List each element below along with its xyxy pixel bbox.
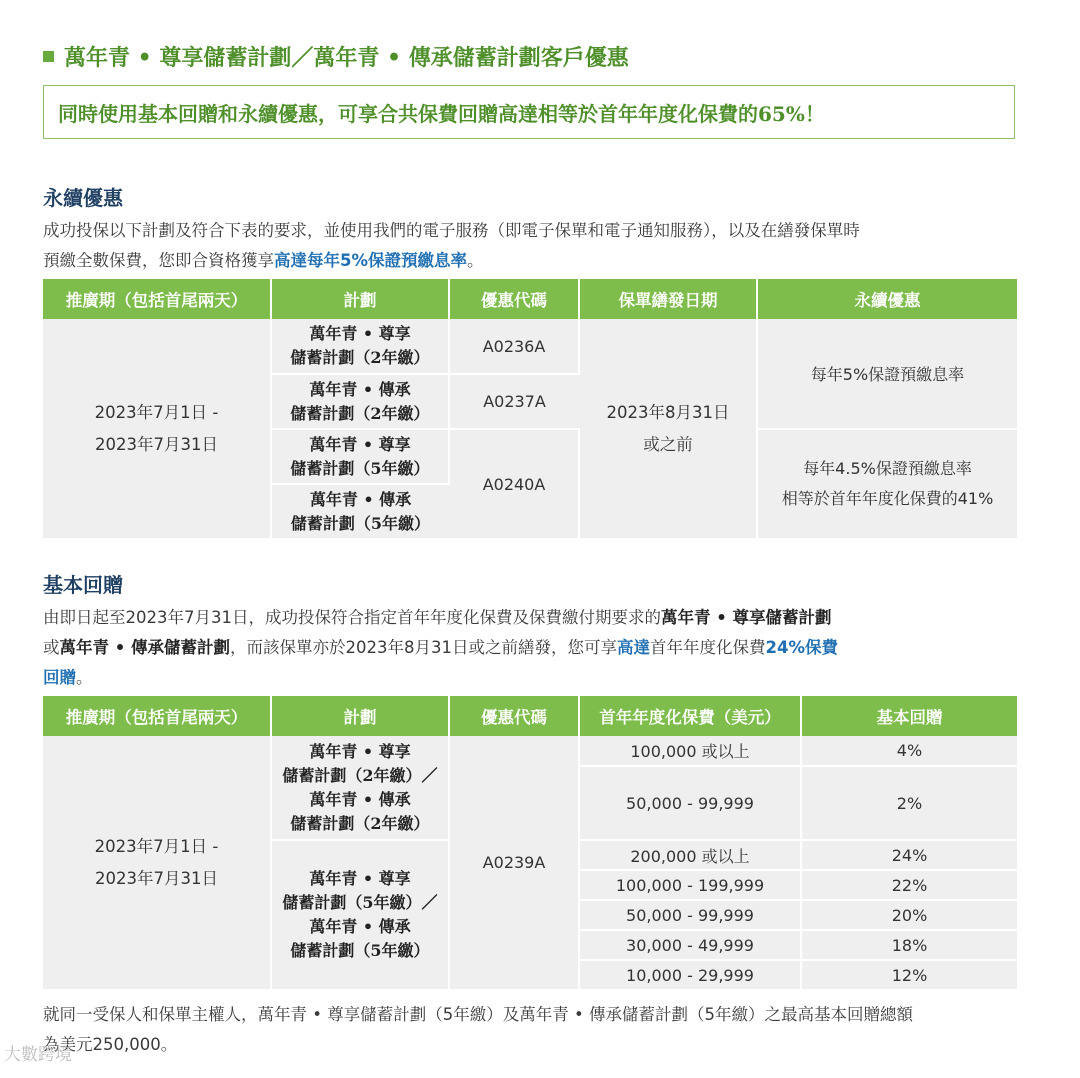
- basic-rebate-table: [43, 696, 1017, 991]
- plan-name: 萬年青 • 傳承: [309, 379, 411, 399]
- header-period: 推廣期（包括首尾兩天）: [43, 279, 271, 319]
- plan-term: 儲蓄計劃（5年繳）: [290, 458, 430, 478]
- header-plan: 計劃: [271, 696, 449, 736]
- premium-cell: 200,000 或以上: [579, 840, 801, 870]
- premium-cell: 100,000 - 199,999: [579, 870, 801, 900]
- basic-desc-line2: [43, 633, 1017, 663]
- basic-desc-text: ，而該保單亦於2023年8月31日或之前繕發，您可享: [230, 638, 618, 657]
- benefit-cell: [757, 429, 1017, 539]
- benefit-text: 每年4.5%保證預繳息率: [803, 459, 972, 478]
- code-cell: A0239A: [449, 736, 579, 990]
- plan-name: 萬年青 • 傳承: [309, 789, 411, 809]
- basic-desc-text: 首年年度化保費: [650, 638, 766, 657]
- promo-period-cell: [43, 319, 271, 539]
- header-period: 推廣期（包括首尾兩天）: [43, 696, 271, 736]
- highlight-banner: [43, 85, 1015, 139]
- plan-name-bold: 萬年青 • 傳承儲蓄計劃: [59, 638, 231, 657]
- plan-name-bold: 萬年青 • 尊享儲蓄計劃: [661, 608, 832, 627]
- period-end: 2023年7月31日: [95, 868, 218, 888]
- plan-name: 萬年青 • 尊享: [309, 434, 411, 454]
- basic-highlight: 高達: [617, 638, 651, 657]
- plan-cell: [271, 319, 449, 374]
- watermark: 大數跨境: [4, 1045, 72, 1065]
- benefit-text: 每年5%保證預繳息率: [810, 365, 965, 384]
- banner-text: 同時使用基本回贈和永續優惠，可享合共保費回贈高達相等於首年年度化保費的65%！: [58, 101, 825, 126]
- code-cell: A0236A: [449, 319, 579, 374]
- perpetual-description: [43, 216, 1017, 276]
- basic-description: [43, 603, 1017, 693]
- footnote-line1: 就同一受保人和保單主權人，萬年青 • 尊享儲蓄計劃（5年繳）及萬年青 • 傳承儲蓄計劃（5年繳）之最高基本回贈總額: [43, 1005, 913, 1024]
- header-premium: 首年年度化保費（美元）: [579, 696, 801, 736]
- basic-desc-line3: [43, 663, 1017, 693]
- perpetual-desc-end: 。: [467, 251, 484, 270]
- plan-term: 儲蓄計劃（2年繳）: [290, 813, 430, 833]
- header-benefit: 永續優惠: [757, 279, 1017, 319]
- code-cell: A0237A: [449, 374, 579, 429]
- plan-cell: [271, 374, 449, 429]
- header-issue-date: 保單繕發日期: [579, 279, 757, 319]
- plan-name: 萬年青 • 傳承: [309, 489, 412, 509]
- rebate-cell: 20%: [801, 900, 1017, 930]
- basic-desc-line1: [43, 603, 1017, 633]
- plan-name: 萬年青 • 尊享: [309, 869, 411, 888]
- plan-group-cell: [271, 840, 449, 990]
- perpetual-title: 永續優惠: [43, 186, 123, 210]
- header-rebate: 基本回贈: [801, 696, 1017, 736]
- basic-title: 基本回贈: [43, 573, 123, 597]
- rebate-cell: 18%: [801, 930, 1017, 960]
- section-title: 萬年青 • 尊享儲蓄計劃／萬年青 • 傳承儲蓄計劃客戶優惠: [64, 44, 629, 71]
- rebate-cell: 12%: [801, 960, 1017, 990]
- plan-name: 萬年青 • 傳承: [309, 917, 411, 936]
- premium-cell: 50,000 - 99,999: [579, 766, 801, 840]
- rebate-cell: 24%: [801, 840, 1017, 870]
- premium-cell: 50,000 - 99,999: [579, 900, 801, 930]
- benefit-note: 相等於首年年度化保費的41%: [781, 489, 994, 508]
- basic-desc-end: 。: [76, 668, 93, 687]
- code-cell: A0240A: [449, 429, 579, 539]
- premium-cell: 100,000 或以上: [579, 736, 801, 766]
- plan-name: 萬年青 • 尊享: [309, 741, 411, 761]
- header-plan: 計劃: [271, 279, 449, 319]
- perpetual-highlight: 高達每年5%保證預繳息率: [274, 251, 468, 270]
- plan-group-cell: [271, 736, 449, 840]
- issue-date-cell: [579, 319, 757, 539]
- basic-table-header: [43, 696, 1017, 736]
- section-header: [43, 38, 1017, 74]
- period-start: 2023年7月1日 -: [94, 402, 219, 422]
- footnote: [43, 1000, 1017, 1060]
- perpetual-desc-text: 預繳全數保費，您即合資格獲享: [43, 251, 274, 270]
- plan-term: 儲蓄計劃（2年繳）: [290, 348, 430, 367]
- plan-name: 萬年青 • 尊享: [309, 324, 411, 343]
- benefit-cell: [757, 319, 1017, 429]
- rebate-cell: 2%: [801, 766, 1017, 840]
- table-row: [43, 736, 1017, 766]
- promo-period-cell: [43, 736, 271, 990]
- basic-highlight: 回贈: [43, 668, 76, 687]
- perpetual-table: [43, 279, 1017, 540]
- plan-cell: [271, 429, 449, 484]
- perpetual-desc-line1: 成功投保以下計劃及符合下表的要求，並使用我們的電子服務（即電子保單和電子通知服務），以及在繕發保單時: [43, 221, 860, 240]
- plan-term: 儲蓄計劃（5年繳）: [290, 941, 430, 960]
- period-end: 2023年7月31日: [95, 434, 218, 454]
- rebate-cell: 4%: [801, 736, 1017, 766]
- plan-cell: [271, 484, 449, 539]
- basic-desc-text: 由即日起至2023年7月31日，成功投保符合指定首年年度化保費及保費繳付期要求的: [43, 608, 661, 627]
- plan-term: 儲蓄計劃（2年繳）: [290, 403, 430, 423]
- premium-cell: 30,000 - 49,999: [579, 930, 801, 960]
- premium-cell: 10,000 - 29,999: [579, 960, 801, 990]
- plan-term: 儲蓄計劃（2年繳）／: [282, 765, 438, 785]
- basic-desc-text: 或: [43, 638, 60, 657]
- perpetual-table-header: [43, 279, 1017, 319]
- basic-highlight: 24%保費: [765, 638, 839, 657]
- bullet-square-icon: [43, 51, 54, 62]
- header-code: 優惠代碼: [449, 279, 579, 319]
- table-row: [43, 319, 1017, 374]
- footnote-line2: 為美元250,000。: [43, 1035, 178, 1054]
- period-start: 2023年7月1日 -: [94, 836, 219, 856]
- perpetual-desc-line2: [43, 246, 1017, 276]
- header-code: 優惠代碼: [449, 696, 579, 736]
- issue-date: 2023年8月31日: [606, 402, 730, 422]
- rebate-cell: 22%: [801, 870, 1017, 900]
- issue-date-suffix: 或之前: [643, 434, 693, 454]
- plan-term: 儲蓄計劃（5年繳）: [290, 513, 431, 533]
- plan-term: 儲蓄計劃（5年繳）／: [282, 893, 438, 912]
